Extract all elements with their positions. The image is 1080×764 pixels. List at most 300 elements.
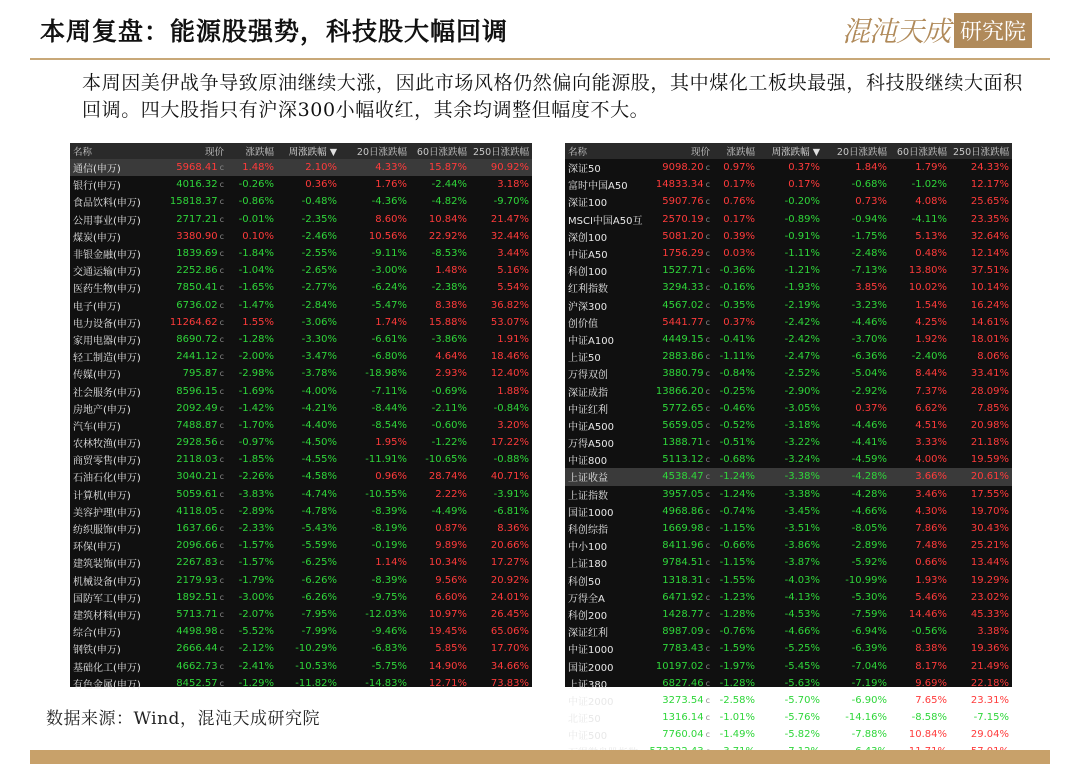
row-change-value: 14.90% — [428, 660, 467, 672]
table-row[interactable] — [565, 709, 1012, 726]
table-row[interactable] — [565, 417, 1012, 434]
row-change-value: -4.59% — [851, 454, 887, 466]
row-change-value: 40.71% — [490, 471, 529, 483]
row-change-value: 17.27% — [490, 557, 529, 569]
row-price: 6827.46 c — [662, 677, 710, 689]
row-change-value: -1.21% — [784, 265, 820, 277]
row-change-value: 24.01% — [490, 591, 529, 603]
row-name: 北证50 — [568, 714, 601, 726]
row-change-value: 5.85% — [435, 643, 467, 655]
row-price: 7488.87 c — [176, 419, 224, 431]
table-row[interactable] — [565, 314, 1012, 331]
price-suffix: c — [219, 334, 224, 344]
row-change-value: -5.43% — [301, 523, 337, 535]
row-price: 4662.73 c — [176, 660, 224, 672]
row-change-value: -0.66% — [719, 540, 755, 552]
row-price: 5907.76 c — [662, 196, 710, 208]
table-row[interactable] — [565, 348, 1012, 365]
table-row[interactable] — [70, 193, 532, 210]
column-header[interactable]: 现价 — [160, 143, 227, 159]
row-change-value: -10.53% — [295, 660, 337, 672]
row-change-value: 0.37% — [723, 316, 755, 328]
table-row[interactable] — [70, 279, 532, 296]
row-change-value: -1.55% — [719, 574, 755, 586]
row-change-value: 8.06% — [977, 351, 1009, 363]
row-name: 银行(申万) — [73, 181, 121, 193]
table-row[interactable] — [70, 623, 532, 640]
row-change-value: -1.42% — [238, 402, 274, 414]
row-change-value: -7.99% — [301, 626, 337, 638]
row-change-value: -3.00% — [371, 265, 407, 277]
table-row[interactable] — [565, 657, 1012, 674]
table-row[interactable] — [70, 331, 532, 348]
row-change-value: 10.56% — [368, 230, 407, 242]
table-row[interactable] — [565, 279, 1012, 296]
table-row[interactable] — [70, 468, 532, 485]
row-price: 4118.05 c — [176, 505, 224, 517]
row-change-value: -4.41% — [851, 437, 887, 449]
row-change-value: 4.25% — [915, 316, 947, 328]
row-change-value: -9.70% — [493, 196, 529, 208]
row-name: 中证2000 — [568, 696, 614, 708]
row-name: 上证收益 — [565, 468, 645, 485]
row-change-value: -4.11% — [911, 213, 947, 225]
row-name: 科创200 — [568, 610, 608, 622]
row-name: 万得全A — [568, 593, 605, 605]
row-change-value: -10.29% — [295, 643, 337, 655]
row-price: 1318.31 c — [662, 574, 710, 586]
row-change-value: 15.88% — [428, 316, 467, 328]
row-price: 4016.32 c — [176, 179, 224, 191]
row-change-value: -5.30% — [851, 591, 887, 603]
table-row[interactable] — [70, 228, 532, 245]
column-header[interactable]: 周涨跌幅 ▼ — [277, 143, 340, 159]
row-change-value: 5.13% — [915, 230, 947, 242]
row-change-value: -4.00% — [301, 385, 337, 397]
row-change-value: 10.84% — [908, 729, 947, 741]
table-row[interactable] — [565, 228, 1012, 245]
row-change-value: 1.74% — [375, 316, 407, 328]
price-suffix: c — [705, 334, 710, 344]
row-change-value: -1.23% — [719, 591, 755, 603]
row-price: 4498.98 c — [176, 626, 224, 638]
table-row[interactable] — [565, 726, 1012, 743]
row-price: 1756.29 c — [662, 248, 710, 260]
table-row[interactable] — [70, 348, 532, 365]
title-divider — [30, 58, 1050, 60]
table-row[interactable] — [70, 314, 532, 331]
row-price: 1316.14 c — [662, 712, 710, 724]
row-price: 2267.83 c — [176, 557, 224, 569]
row-name: 中证1000 — [568, 645, 614, 657]
row-change-value: -5.52% — [238, 626, 274, 638]
row-change-value: -1.97% — [719, 660, 755, 672]
table-row[interactable] — [565, 589, 1012, 606]
row-name: 深证100 — [568, 198, 608, 210]
row-change-value: -2.35% — [301, 213, 337, 225]
row-price: 3040.21 c — [176, 471, 224, 483]
row-change-value: -3.18% — [784, 419, 820, 431]
table-row[interactable] — [70, 382, 532, 399]
table-row[interactable] — [565, 159, 1012, 176]
row-name: 深证成指 — [568, 387, 608, 399]
row-change-value: 37.51% — [970, 265, 1009, 277]
row-change-value: 4.33% — [340, 159, 410, 176]
table-row[interactable] — [70, 365, 532, 382]
row-price: 5441.77 c — [662, 316, 710, 328]
industry-index-table — [70, 143, 532, 692]
row-name: 上证50 — [568, 353, 601, 365]
row-change-value: -4.66% — [784, 626, 820, 638]
row-change-value: -1.11% — [784, 248, 820, 260]
row-change-value: -2.44% — [431, 179, 467, 191]
row-change-value: 0.37% — [788, 162, 820, 174]
table-header-row — [565, 143, 1012, 159]
row-change-value: -2.77% — [301, 282, 337, 294]
price-suffix: c — [705, 644, 710, 654]
price-suffix: c — [219, 352, 224, 362]
row-name: 国防军工(申万) — [73, 593, 141, 605]
row-name: 美容护理(申万) — [73, 507, 141, 519]
row-price: 10197.02 c — [655, 660, 710, 672]
row-name: 基础化工(申万) — [73, 662, 141, 674]
row-name: 深证50 — [568, 164, 601, 176]
table-row[interactable] — [70, 486, 532, 503]
column-header[interactable]: 涨跌幅 — [227, 143, 277, 159]
row-change-value: 1.76% — [375, 179, 407, 191]
price-suffix: c — [705, 661, 710, 671]
table-row[interactable] — [565, 503, 1012, 520]
row-change-value: -4.82% — [431, 196, 467, 208]
column-header[interactable]: 60日涨跌幅 — [890, 143, 950, 159]
table-row[interactable] — [565, 640, 1012, 657]
table-row[interactable] — [70, 451, 532, 468]
price-suffix: c — [219, 300, 224, 310]
row-price: 2252.86 c — [176, 265, 224, 277]
table-row[interactable] — [70, 400, 532, 417]
row-change-value: -3.24% — [784, 454, 820, 466]
row-change-value: -7.15% — [973, 712, 1009, 724]
row-change-value: -7.95% — [301, 608, 337, 620]
row-name: 农林牧渔(申万) — [73, 439, 141, 451]
row-price: 15818.37 c — [169, 196, 224, 208]
row-price: 2883.86 c — [662, 351, 710, 363]
table-row[interactable] — [70, 159, 532, 176]
row-change-value: -4.55% — [301, 454, 337, 466]
table-row[interactable] — [70, 417, 532, 434]
price-suffix: c — [705, 506, 710, 516]
table-row[interactable] — [70, 606, 532, 623]
row-name: 创价值 — [568, 318, 598, 330]
row-change-value: -4.28% — [851, 488, 887, 500]
row-change-value: 0.36% — [305, 179, 337, 191]
table-row[interactable] — [565, 262, 1012, 279]
row-change-value: 0.66% — [915, 557, 947, 569]
row-name: 上证180 — [568, 559, 608, 571]
price-suffix: c — [705, 592, 710, 602]
row-change-value: 21.49% — [970, 660, 1009, 672]
price-suffix: c — [219, 575, 224, 585]
row-change-value: -7.13% — [851, 265, 887, 277]
row-change-value: -5.04% — [851, 368, 887, 380]
price-suffix: c — [705, 678, 710, 688]
row-change-value: -3.87% — [784, 557, 820, 569]
row-change-value: -2.42% — [784, 316, 820, 328]
price-suffix: c — [705, 403, 710, 413]
row-change-value: -6.80% — [371, 351, 407, 363]
row-change-value: -6.61% — [371, 333, 407, 345]
table-row[interactable] — [70, 245, 532, 262]
row-change-value: -8.19% — [371, 523, 407, 535]
row-change-value: 30.43% — [970, 523, 1009, 535]
row-name: 非银金融(申万) — [73, 250, 141, 262]
price-suffix: c — [219, 249, 224, 259]
column-header[interactable]: 名称 — [565, 143, 645, 159]
price-suffix: c — [705, 438, 710, 448]
row-change-value: 2.10% — [277, 159, 340, 176]
row-change-value: 8.38% — [435, 299, 467, 311]
table-row[interactable] — [70, 589, 532, 606]
row-name: 纺织服饰(申万) — [73, 525, 141, 537]
row-change-value: -2.89% — [238, 505, 274, 517]
row-change-value: 3.38% — [977, 626, 1009, 638]
row-change-value: -2.38% — [431, 282, 467, 294]
row-change-value: 33.41% — [970, 368, 1009, 380]
row-change-value: -4.21% — [301, 402, 337, 414]
row-change-value: 25.21% — [970, 540, 1009, 552]
price-suffix: c — [219, 592, 224, 602]
column-header[interactable]: 涨跌幅 — [713, 143, 758, 159]
row-name: 轻工制造(申万) — [73, 353, 141, 365]
table-row[interactable] — [70, 434, 532, 451]
table-row[interactable] — [565, 554, 1012, 571]
table-row[interactable] — [565, 297, 1012, 314]
row-change-value: 12.17% — [970, 179, 1009, 191]
row-change-value: 19.36% — [970, 643, 1009, 655]
price-suffix: c — [219, 214, 224, 224]
row-change-value: 19.59% — [970, 454, 1009, 466]
column-header[interactable]: 250日涨跌幅 — [470, 143, 532, 159]
row-change-value: -18.98% — [365, 368, 407, 380]
row-change-value: 28.09% — [970, 385, 1009, 397]
row-change-value: -2.47% — [784, 351, 820, 363]
row-change-value: 7.86% — [915, 523, 947, 535]
price-suffix: c — [705, 713, 710, 723]
row-change-value: 22.92% — [428, 230, 467, 242]
row-change-value: 1.93% — [915, 574, 947, 586]
row-name: 电子(申万) — [73, 301, 121, 313]
row-price: 4567.02 c — [662, 299, 710, 311]
row-change-value: 5.54% — [497, 282, 529, 294]
row-change-value: 15.87% — [410, 159, 470, 176]
column-header[interactable]: 20日涨跌幅 — [340, 143, 410, 159]
table-row[interactable] — [70, 520, 532, 537]
row-change-value: -1.02% — [911, 179, 947, 191]
row-change-value: 3.18% — [497, 179, 529, 191]
table-row[interactable] — [70, 572, 532, 589]
row-change-value: 3.85% — [855, 282, 887, 294]
price-suffix: c — [219, 489, 224, 499]
price-suffix: c — [219, 541, 224, 551]
row-change-value: 7.37% — [915, 385, 947, 397]
row-change-value: 1.91% — [497, 333, 529, 345]
row-change-value: -3.30% — [301, 333, 337, 345]
row-name: 家用电器(申万) — [73, 335, 141, 347]
row-change-value: -1.79% — [238, 574, 274, 586]
row-name: 中证红利 — [568, 404, 608, 416]
row-name: 建筑装饰(申万) — [73, 559, 141, 571]
table-row[interactable] — [565, 434, 1012, 451]
table-row[interactable] — [565, 572, 1012, 589]
column-header[interactable]: 60日涨跌幅 — [410, 143, 470, 159]
row-change-value: 14.61% — [970, 316, 1009, 328]
row-change-value: -3.00% — [238, 591, 274, 603]
table-row[interactable] — [70, 262, 532, 279]
table-row[interactable] — [565, 245, 1012, 262]
table-row[interactable] — [70, 297, 532, 314]
row-price: 4968.86 c — [662, 505, 710, 517]
price-suffix: c — [219, 472, 224, 482]
row-price: 5081.20 c — [662, 230, 710, 242]
price-suffix: c — [705, 558, 710, 568]
row-change-value: -6.26% — [301, 574, 337, 586]
row-price: 2441.12 c — [176, 351, 224, 363]
row-change-value: 45.33% — [970, 608, 1009, 620]
table-row[interactable] — [565, 382, 1012, 399]
row-change-value: -0.52% — [719, 419, 755, 431]
row-change-value: -4.28% — [823, 468, 890, 485]
row-change-value: -5.47% — [371, 299, 407, 311]
table-row[interactable] — [565, 193, 1012, 210]
table-row[interactable] — [70, 657, 532, 674]
table-row[interactable] — [565, 211, 1012, 228]
table-row[interactable] — [70, 176, 532, 193]
table-row[interactable] — [565, 451, 1012, 468]
row-change-value: -3.78% — [301, 368, 337, 380]
row-name: 万得双创 — [568, 370, 608, 382]
row-change-value: 1.92% — [915, 333, 947, 345]
table-row[interactable] — [565, 520, 1012, 537]
table-row[interactable] — [70, 211, 532, 228]
row-name: 上证380 — [568, 679, 608, 691]
table-row[interactable] — [70, 640, 532, 657]
row-change-value: 23.02% — [970, 591, 1009, 603]
price-suffix: c — [219, 231, 224, 241]
table-row[interactable] — [565, 623, 1012, 640]
row-change-value: 13.44% — [970, 557, 1009, 569]
row-change-value: 8.17% — [915, 660, 947, 672]
row-name: 建筑材料(申万) — [73, 610, 141, 622]
row-change-value: -9.11% — [371, 248, 407, 260]
price-suffix: c — [705, 609, 710, 619]
table-row[interactable] — [70, 537, 532, 554]
table-row[interactable] — [565, 400, 1012, 417]
row-change-value: 8.36% — [497, 523, 529, 535]
row-change-value: -2.90% — [784, 385, 820, 397]
row-change-value: -4.78% — [301, 505, 337, 517]
row-change-value: -0.76% — [719, 626, 755, 638]
price-suffix: c — [705, 627, 710, 637]
table-row[interactable] — [70, 503, 532, 520]
row-change-value: -0.56% — [911, 626, 947, 638]
row-change-value: 19.29% — [970, 574, 1009, 586]
row-change-value: -8.54% — [371, 419, 407, 431]
row-change-value: -7.11% — [371, 385, 407, 397]
row-change-value: 7.48% — [915, 540, 947, 552]
row-change-value: 5.46% — [915, 591, 947, 603]
broad-index-table — [565, 143, 1012, 761]
price-suffix: c — [219, 455, 224, 465]
table-row[interactable] — [565, 468, 1012, 485]
table-row[interactable] — [565, 331, 1012, 348]
broad-index-table-panel — [565, 143, 1012, 743]
column-header[interactable]: 现价 — [645, 143, 713, 159]
column-header[interactable]: 250日涨跌幅 — [950, 143, 1012, 159]
table-row[interactable] — [565, 486, 1012, 503]
table-row[interactable] — [565, 176, 1012, 193]
row-price: 7760.04 c — [662, 729, 710, 741]
row-price: 4538.47 c — [645, 468, 713, 485]
row-change-value: 65.06% — [490, 626, 529, 638]
price-suffix: c — [705, 369, 710, 379]
row-change-value: -0.01% — [238, 213, 274, 225]
row-change-value: 16.24% — [970, 299, 1009, 311]
row-change-value: -3.06% — [301, 316, 337, 328]
row-price: 3880.79 c — [662, 368, 710, 380]
row-change-value: -6.83% — [371, 643, 407, 655]
row-change-value: 4.30% — [915, 505, 947, 517]
row-price: 3957.05 c — [662, 488, 710, 500]
price-suffix: c — [219, 403, 224, 413]
price-suffix: c — [219, 644, 224, 654]
table-row[interactable] — [565, 606, 1012, 623]
row-change-value: 3.46% — [915, 488, 947, 500]
price-suffix: c — [705, 541, 710, 551]
row-change-value: 1.54% — [915, 299, 947, 311]
row-change-value: -4.58% — [301, 471, 337, 483]
table-row[interactable] — [565, 537, 1012, 554]
table-row[interactable] — [565, 675, 1012, 692]
row-change-value: -4.53% — [784, 608, 820, 620]
row-price: 9784.51 c — [662, 557, 710, 569]
row-change-value: -9.46% — [371, 626, 407, 638]
table-row[interactable] — [70, 554, 532, 571]
row-price: 8596.15 c — [176, 385, 224, 397]
price-suffix: c — [219, 627, 224, 637]
row-price: 6471.92 c — [662, 591, 710, 603]
row-price: 5713.71 c — [176, 608, 224, 620]
row-name: 科创综指 — [568, 525, 608, 537]
row-change-value: 24.33% — [970, 162, 1009, 174]
row-price: 14833.34 c — [655, 179, 710, 191]
row-change-value: 4.64% — [435, 351, 467, 363]
row-price: 5772.65 c — [662, 402, 710, 414]
row-change-value: 2.93% — [435, 368, 467, 380]
row-change-value: 10.02% — [908, 282, 947, 294]
logo-script: 混沌天成 — [841, 15, 950, 48]
column-header[interactable]: 名称 — [70, 143, 160, 159]
row-change-value: 8.44% — [915, 368, 947, 380]
table-row[interactable] — [70, 675, 532, 692]
table-row[interactable] — [565, 365, 1012, 382]
row-change-value: 20.61% — [950, 468, 1012, 485]
column-header[interactable]: 20日涨跌幅 — [823, 143, 890, 159]
column-header[interactable]: 周涨跌幅 ▼ — [758, 143, 823, 159]
row-change-value: -0.86% — [238, 196, 274, 208]
table-row[interactable] — [565, 692, 1012, 709]
row-change-value: -4.74% — [301, 488, 337, 500]
row-name: 房地产(申万) — [73, 404, 131, 416]
